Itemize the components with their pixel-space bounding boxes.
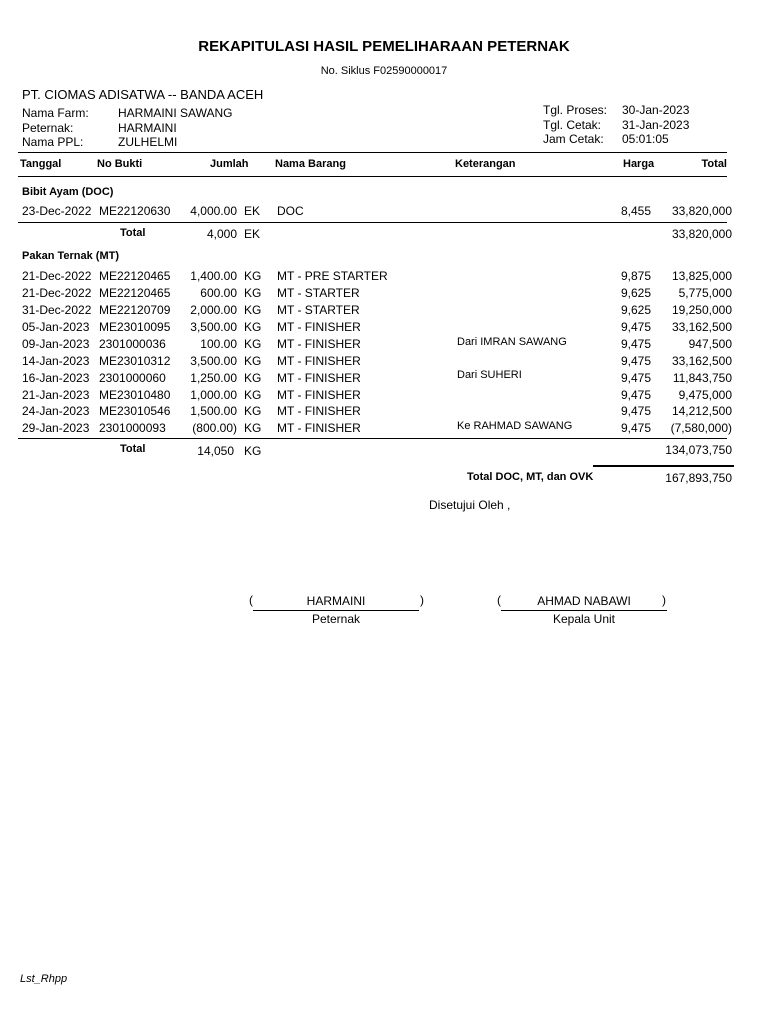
col-header-item: Nama Barang	[275, 158, 346, 170]
row-date: 16-Jan-2023	[22, 371, 90, 385]
row-price: 9,475	[620, 337, 651, 351]
row-item: MT - STARTER	[277, 286, 360, 300]
row-doc-no: 2301000060	[99, 371, 166, 385]
row-item: MT - FINISHER	[277, 337, 361, 351]
section-total-qty: 14,050	[197, 444, 234, 458]
signature-line-unit-head	[501, 610, 667, 611]
signature-paren-close: )	[662, 593, 666, 607]
row-date: 21-Jan-2023	[22, 388, 90, 402]
signer-unit-head-role: Kepala Unit	[552, 612, 616, 626]
row-doc-no: ME22120465	[99, 286, 171, 300]
print-date-label: Tgl. Cetak:	[543, 118, 602, 132]
grand-total-rule	[593, 465, 734, 467]
row-price: 9,475	[620, 388, 651, 402]
row-doc-no: ME23010095	[99, 320, 171, 334]
company-name: PT. CIOMAS ADISATWA -- BANDA ACEH	[22, 87, 264, 102]
row-qty: 100.00	[200, 337, 237, 351]
row-total: 11,843,750	[672, 371, 732, 385]
row-doc-no: ME22120709	[99, 303, 171, 317]
row-qty: 1,400.00	[190, 269, 237, 283]
signature-paren-open: (	[497, 593, 501, 607]
row-note: Dari SUHERI	[457, 369, 522, 381]
farm-name-value: HARMAINI SAWANG	[118, 106, 233, 120]
section-total-unit: EK	[244, 227, 261, 241]
row-unit: KG	[244, 320, 262, 334]
row-doc-no: ME23010480	[99, 388, 171, 402]
table-row	[0, 421, 768, 438]
row-date: 09-Jan-2023	[22, 337, 90, 351]
row-total: 9,475,000	[678, 388, 732, 402]
table-row	[0, 354, 768, 371]
col-header-doc: No Bukti	[97, 158, 143, 170]
row-price: 9,475	[620, 320, 651, 334]
row-item: MT - FINISHER	[277, 354, 361, 368]
farmer-value: HARMAINI	[118, 121, 177, 135]
row-qty: 1,000.00	[190, 388, 237, 402]
section-total-amount: 33,820,000	[671, 227, 732, 241]
row-price: 9,625	[620, 303, 651, 317]
row-qty: 3,500.00	[190, 354, 237, 368]
row-price: 9,625	[620, 286, 651, 300]
table-row	[0, 320, 768, 337]
row-total: 947,500	[688, 337, 732, 351]
row-date: 05-Jan-2023	[22, 320, 90, 334]
col-header-total: Total	[701, 158, 727, 170]
process-date-label: Tgl. Proses:	[543, 103, 608, 117]
table-row	[0, 204, 768, 221]
row-item: MT - FINISHER	[277, 404, 361, 418]
row-date: 14-Jan-2023	[22, 354, 90, 368]
row-doc-no: ME22120465	[99, 269, 171, 283]
print-time-value: 05:01:05	[622, 132, 669, 146]
farm-name-label: Nama Farm:	[22, 106, 89, 120]
row-total: 19,250,000	[671, 303, 732, 317]
table-row	[0, 269, 768, 286]
farmer-label: Peternak:	[22, 121, 74, 135]
row-unit: KG	[244, 404, 262, 418]
row-price: 9,475	[620, 354, 651, 368]
row-date: 21-Dec-2022	[22, 286, 92, 300]
row-item: MT - FINISHER	[277, 371, 361, 385]
ppl-value: ZULHELMI	[118, 135, 178, 149]
report-title: REKAPITULASI HASIL PEMELIHARAAN PETERNAK	[198, 38, 570, 55]
row-total: 33,820,000	[671, 204, 732, 218]
row-qty: 600.00	[200, 286, 237, 300]
section-title-mt: Pakan Ternak (MT)	[22, 250, 119, 262]
row-note: Ke RAHMAD SAWANG	[457, 420, 573, 432]
row-total: 33,162,500	[671, 320, 732, 334]
table-top-rule	[18, 152, 727, 153]
row-doc-no: ME22120630	[99, 204, 171, 218]
section-total-qty: 4,000	[206, 227, 237, 241]
row-note: Dari IMRAN SAWANG	[457, 336, 567, 348]
row-date: 23-Dec-2022	[22, 204, 92, 218]
row-qty: 2,000.00	[190, 303, 237, 317]
table-row	[0, 337, 768, 354]
table-header-rule	[18, 176, 727, 177]
row-unit: KG	[244, 337, 262, 351]
row-total: 13,825,000	[671, 269, 732, 283]
row-qty: 3,500.00	[190, 320, 237, 334]
row-item: MT - FINISHER	[277, 421, 361, 435]
signature-line-farmer	[253, 610, 419, 611]
row-doc-no: 2301000093	[99, 421, 166, 435]
row-item: MT - FINISHER	[277, 320, 361, 334]
row-item: DOC	[277, 204, 304, 218]
row-unit: KG	[244, 303, 262, 317]
table-row	[0, 388, 768, 405]
row-unit: KG	[244, 371, 262, 385]
section-total-label: Total	[120, 443, 146, 455]
section-rule-doc	[18, 222, 727, 223]
table-row	[0, 286, 768, 303]
approval-label: Disetujui Oleh ,	[429, 498, 511, 512]
row-unit: KG	[244, 269, 262, 283]
row-date: 21-Dec-2022	[22, 269, 92, 283]
section-total-row-doc	[0, 227, 768, 244]
section-total-row-mt	[0, 443, 768, 460]
row-unit: KG	[244, 388, 262, 402]
row-doc-no: 2301000036	[99, 337, 166, 351]
ppl-label: Nama PPL:	[22, 135, 84, 149]
row-qty: 1,500.00	[190, 404, 237, 418]
row-price: 8,455	[620, 204, 651, 218]
section-total-label: Total	[120, 227, 146, 239]
row-qty: 4,000.00	[190, 204, 237, 218]
grand-total-label: Total DOC, MT, dan OVK	[467, 471, 594, 483]
row-price: 9,475	[620, 371, 651, 385]
section-rule-mt	[18, 438, 727, 439]
section-total-unit: KG	[244, 444, 262, 458]
row-date: 24-Jan-2023	[22, 404, 90, 418]
row-unit: KG	[244, 354, 262, 368]
col-header-date: Tanggal	[20, 158, 62, 170]
report-code: Lst_Rhpp	[20, 973, 68, 985]
col-header-qty: Jumlah	[210, 158, 249, 170]
row-total: 33,162,500	[671, 354, 732, 368]
row-price: 9,475	[620, 421, 651, 435]
row-qty: (800.00)	[192, 421, 237, 435]
section-title-doc: Bibit Ayam (DOC)	[22, 186, 114, 198]
row-date: 31-Dec-2022	[22, 303, 92, 317]
row-total: 14,212,500	[671, 404, 732, 418]
row-item: MT - FINISHER	[277, 388, 361, 402]
section-total-amount: 134,073,750	[665, 443, 732, 457]
row-item: MT - PRE STARTER	[277, 269, 388, 283]
row-item: MT - STARTER	[277, 303, 360, 317]
table-row	[0, 303, 768, 320]
print-date-value: 31-Jan-2023	[622, 118, 690, 132]
col-header-note: Keterangan	[455, 158, 516, 170]
table-row	[0, 371, 768, 388]
col-header-price: Harga	[623, 158, 655, 170]
cycle-number: No. Siklus F02590000017	[320, 65, 448, 77]
row-total: (7,580,000)	[670, 421, 732, 435]
signer-unit-head-name: AHMAD NABAWI	[537, 594, 631, 608]
row-price: 9,475	[620, 404, 651, 418]
signer-farmer-role: Peternak	[311, 612, 361, 626]
row-unit: EK	[244, 204, 261, 218]
row-total: 5,775,000	[678, 286, 732, 300]
row-doc-no: ME23010312	[99, 354, 171, 368]
print-time-label: Jam Cetak:	[543, 132, 604, 146]
grand-total-amount: 167,893,750	[665, 471, 732, 485]
table-row	[0, 404, 768, 421]
row-price: 9,875	[620, 269, 651, 283]
row-unit: KG	[244, 421, 262, 435]
signature-paren-close: )	[420, 593, 424, 607]
row-date: 29-Jan-2023	[22, 421, 90, 435]
row-doc-no: ME23010546	[99, 404, 171, 418]
row-unit: KG	[244, 286, 262, 300]
signer-farmer-name: HARMAINI	[306, 594, 366, 608]
process-date-value: 30-Jan-2023	[622, 103, 690, 117]
signature-paren-open: (	[249, 593, 253, 607]
row-qty: 1,250.00	[190, 371, 237, 385]
